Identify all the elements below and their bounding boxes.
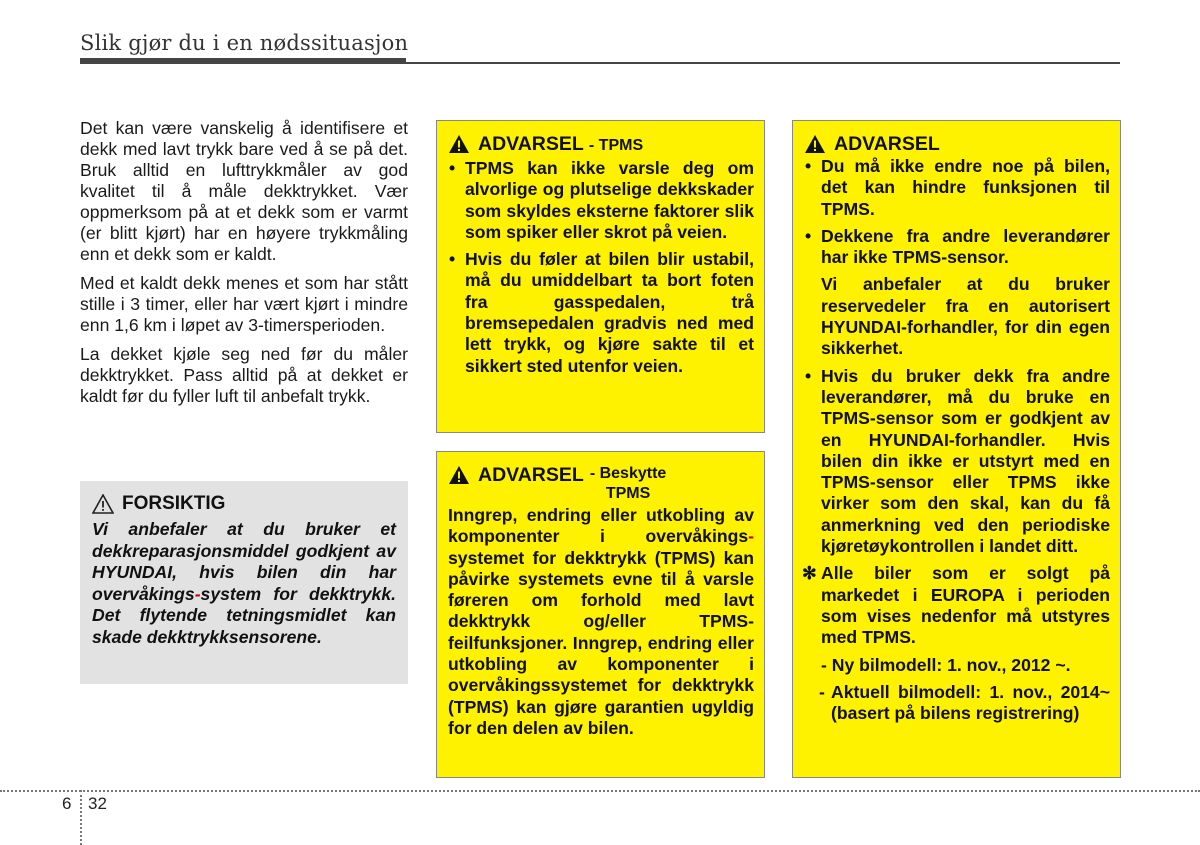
- warning-triangle-icon: [448, 134, 470, 154]
- red-hyphen: -: [194, 583, 201, 604]
- dash-item: - Ny bilmodell: 1. nov., 2012 ~.: [821, 654, 1071, 675]
- body-paragraph: Det kan være vanskelig å identifisere et dekk med lavt trykk bare ved å se på det. Bruk alltid en lufttrykkmåler av god kvalitet til å måle dekktrykket. Vær oppmerksom på at et dekk som er varmt (er blitt kjørt) har en høyere trykkmåling enn et dekk som er kaldt.: [80, 118, 408, 264]
- body-paragraph: Med et kaldt dekk menes et som har stått stille i 3 timer, eller har vært kjørt i mindre enn 1,6 km i løpet av 3-timersperioden.: [80, 273, 408, 335]
- warning-bullet-list: [448, 158, 754, 377]
- note-item: ✻ Alle biler som er solgt på markedet i EUROPA i perioden som vises nedenfor må utstyres med TPMS.: [802, 563, 1110, 648]
- warning-header: [804, 133, 1110, 155]
- warning-title: ADVARSEL: [478, 133, 584, 155]
- warning-bullet-list: [804, 366, 1110, 558]
- caution-text: Vi anbefaler at du bruker et dekkreparasjonsmiddel godkjent av HYUNDAI, hvis bilen din har overvåkings-system for dekktrykk. Det flytende tetningsmidlet kan skade dekktrykksensorene.: [92, 519, 396, 647]
- list-item: • TPMS kan ikke varsle deg om alvorlige og plutselige dekkskader som skyldes eksterne faktorer slik som spiker eller skrot på veien.: [448, 158, 754, 243]
- list-item: • Dekkene fra andre leverandører har ikke TPMS-sensor.: [804, 226, 1110, 269]
- header-rule-thick: [80, 58, 406, 64]
- warning-box-general: [792, 120, 1121, 778]
- warning-title: ADVARSEL: [478, 464, 584, 486]
- warning-subtitle: - TPMS: [588, 137, 644, 154]
- dash-item: - Aktuell bilmodell: 1. nov., 2014~ (basert på bilens registrering): [819, 681, 1110, 724]
- body-paragraph: La dekket kjøle seg ned før du måler dekktrykket. Pass alltid på at dekket er kaldt før du fyller luft til anbefalt trykk.: [80, 344, 408, 406]
- caution-triangle-icon: [92, 494, 114, 514]
- footer-divider: [0, 790, 1200, 792]
- body-text: [80, 118, 408, 415]
- warning-title: ADVARSEL: [834, 133, 940, 155]
- warning-triangle-icon: [804, 134, 826, 154]
- list-item: • Hvis du bruker dekk fra andre leverandører, må du bruke en TPMS-sensor som er godkjent av en HYUNDAI-forhandler. Hvis bilen din ikke er utstyrt med en TPMS-sensor eller TPMS ikke virker som den skal, kan du få anmerkning ved den periodiske kjøretøykontrollen i landet ditt.: [804, 366, 1110, 558]
- page-number: 32: [88, 794, 107, 813]
- warning-box-tpms: [436, 120, 765, 433]
- warning-header: [448, 464, 754, 504]
- asterisk-icon: ✻: [802, 563, 817, 584]
- list-item-continuation: Vi anbefaler at du bruker reservedeler fra en autorisert HYUNDAI-forhandler, for din egen sikkerhet.: [821, 274, 1110, 359]
- warning-bullet-list: [804, 156, 1110, 268]
- warning-header: [448, 133, 754, 157]
- chapter-number: 6: [62, 794, 72, 813]
- warning-triangle-icon: [448, 465, 470, 485]
- caution-box: [80, 481, 408, 684]
- caution-header: [92, 493, 396, 515]
- red-hyphen: -: [748, 526, 754, 547]
- list-item: • Du må ikke endre noe på bilen, det kan hindre funksjonen til TPMS.: [804, 156, 1110, 220]
- warning-text: Inngrep, endring eller utkobling av komponenter i overvåkings-systemet for dekktrykk (TPMS) kan påvirke systemets evne til å varsle føreren om forhold med lavt dekktrykk og/eller TPMS-feilfunksjoner. Inngrep, endring eller utkobling av komponenter i overvåkingssystemet for dekktrykk (TPMS) kan gjøre garantien ugyldig for den delen av bilen.: [448, 505, 754, 738]
- page-header-title: Slik gjør du i en nødssituasjon: [80, 31, 409, 55]
- caution-title: FORSIKTIG: [122, 493, 226, 514]
- warning-box-protect-tpms: [436, 451, 765, 778]
- header-rule-thin: [406, 62, 1120, 64]
- footer-page-divider: [80, 790, 82, 845]
- list-item: • Hvis du føler at bilen blir ustabil, må du umiddelbart ta bort foten fra gasspedalen, trå bremsepedalen gradvis ned med lett trykk, og kjøre sakte til et sikkert sted utenfor veien.: [448, 249, 754, 377]
- warning-subtitle: - Beskytte TPMS: [589, 465, 667, 502]
